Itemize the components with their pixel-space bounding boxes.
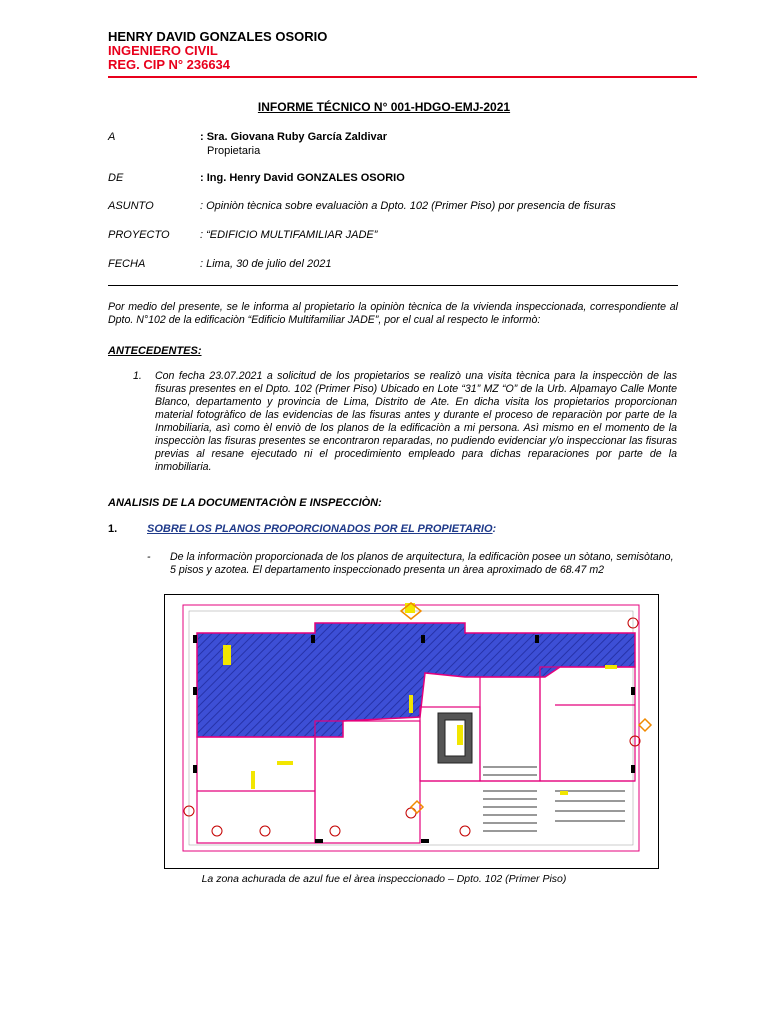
report-title: INFORME TÉCNICO N° 001-HDGO-EMJ-2021 xyxy=(257,100,511,114)
section-number: 1. xyxy=(108,523,118,535)
analisis-heading: ANALISIS DE LA DOCUMENTACIÒN E INSPECCIÒN: xyxy=(108,497,382,509)
header-divider xyxy=(108,76,697,78)
bullet-text: De la informaciòn proporcionada de los planos de arquitectura, la edificaciòn posee un sòtano, semisòtano, 5 pisos y azotea. El departamento inspeccionado presenta un àrea aproximado de 68.47 m2 xyxy=(170,551,674,576)
author-registration: REG. CIP N° 236634 xyxy=(108,57,231,72)
field-a-value: : Sra. Giovana Ruby García Zaldivar xyxy=(200,131,388,143)
field-a-sub: Propietaria xyxy=(207,145,261,157)
fields-divider xyxy=(108,285,678,286)
author-profession: INGENIERO CIVIL xyxy=(108,43,218,58)
bullet-dash: - xyxy=(147,551,151,563)
field-proyecto-label: PROYECTO xyxy=(108,229,170,241)
field-fecha-value: : Lima, 30 de julio del 2021 xyxy=(200,258,332,270)
field-de-label: DE xyxy=(108,172,124,184)
section-title xyxy=(147,523,496,535)
intro-paragraph: Por medio del presente, se le informa al propietario la opiniòn tècnica de la vivienda inspeccionada, correspondiente al Dpto. N°102 de la edificaciòn “Edificio Multifamiliar JADE”, por el cual al respecto le informò: xyxy=(108,301,678,326)
antecedentes-item-number: 1. xyxy=(133,370,142,382)
field-proyecto-value: : “EDIFICIO MULTIFAMILIAR JADE” xyxy=(200,229,378,241)
antecedentes-heading: ANTECEDENTES: xyxy=(108,345,202,357)
field-a-label: A xyxy=(108,131,116,143)
floor-plan-drawing xyxy=(165,595,658,868)
section-title-colon: : xyxy=(492,523,497,535)
field-fecha-label: FECHA xyxy=(108,258,146,270)
floor-plan-figure xyxy=(164,594,659,869)
antecedentes-item-text: Con fecha 23.07.2021 a solicitud de los propietarios se realizò una visita tècnica para la inspecciòn de las fisuras presentes en el Dpto. 102 (Primer Piso) Ubicado en Lote “31” MZ “O” de la Urb. Alpamayo Calle Monte Blanco, departamento y provincia de Lima, Distrito de Ate. En dicha visita los propietarios proporcionan material fotogràfico de las evidencias de las fisuras antes y durante el proceso de reparaciòn por parte de la Inmobiliaria, asì como èl enviò de los planos de la edificaciòn a mi persona. Asì mismo en el momento de la inspecciòn las fisuras presentes se encontraron reparadas, no pudiendo evidenciar y/o inspeccionar las fisuras previas al resane ejecutado ni el procedimiento empleado para dichas reparaciones por parte de la inmobiliaria. xyxy=(155,370,677,473)
field-asunto-value: : Opiniòn tècnica sobre evaluaciòn a Dpto. 102 (Primer Piso) por presencia de fisuras xyxy=(200,200,616,212)
section-title-text: SOBRE LOS PLANOS PROPORCIONADOS POR EL PROPIETARIO xyxy=(147,523,493,535)
field-de-value: : Ing. Henry David GONZALES OSORIO xyxy=(200,172,405,184)
figure-caption: La zona achurada de azul fue el àrea inspeccionado – Dpto. 102 (Primer Piso) xyxy=(201,873,567,885)
inspected-area-hatch xyxy=(197,623,635,737)
field-asunto-label: ASUNTO xyxy=(108,200,154,212)
author-name: HENRY DAVID GONZALES OSORIO xyxy=(108,29,328,44)
